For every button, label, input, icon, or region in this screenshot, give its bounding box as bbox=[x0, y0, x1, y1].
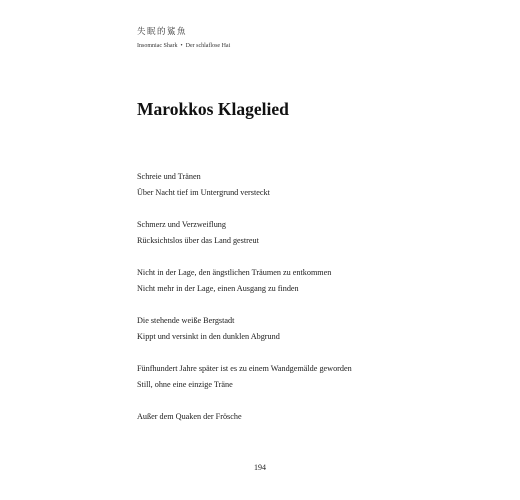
poem-line: Fünfhundert Jahre später ist es zu einem Wandgemälde geworden bbox=[137, 364, 352, 373]
stanza-5 bbox=[137, 361, 352, 393]
poem-line: Schmerz und Verzweiflung bbox=[137, 220, 226, 229]
poem-line: Nicht in der Lage, den ängstlichen Träumen zu entkommen bbox=[137, 268, 332, 277]
header-subtitle-english: Insomniac Shark bbox=[137, 43, 178, 49]
stanza-3 bbox=[137, 265, 331, 297]
stanza-2 bbox=[137, 217, 259, 249]
stanza-4 bbox=[137, 313, 280, 345]
stanza-1 bbox=[137, 169, 270, 201]
poem-line: Nicht mehr in der Lage, einen Ausgang zu finden bbox=[137, 284, 299, 293]
stanza-6 bbox=[137, 409, 242, 425]
poem-line: Schreie und Tränen bbox=[137, 172, 201, 181]
poem-line: Rücksichtslos über das Land gestreut bbox=[137, 236, 259, 245]
poem-line: Außer dem Quaken der Frösche bbox=[137, 412, 242, 421]
poem-line: Die stehende weiße Bergstadt bbox=[137, 316, 235, 325]
header-subtitle-german: Der schlaflose Hai bbox=[185, 43, 231, 49]
header-separator: • bbox=[180, 43, 183, 49]
poem-line: Still, ohne eine einzige Träne bbox=[137, 380, 233, 389]
running-header bbox=[137, 27, 230, 50]
poem-line: Über Nacht tief im Untergrund versteckt bbox=[137, 188, 270, 197]
header-subtitle bbox=[137, 42, 230, 50]
header-chinese-title: 失眠的鯊魚 bbox=[137, 27, 188, 37]
poem-line: Kippt und versinkt in den dunklen Abgrund bbox=[137, 332, 280, 341]
poem-title: Marokkos Klagelied bbox=[137, 99, 289, 119]
page-number: 194 bbox=[254, 463, 266, 472]
